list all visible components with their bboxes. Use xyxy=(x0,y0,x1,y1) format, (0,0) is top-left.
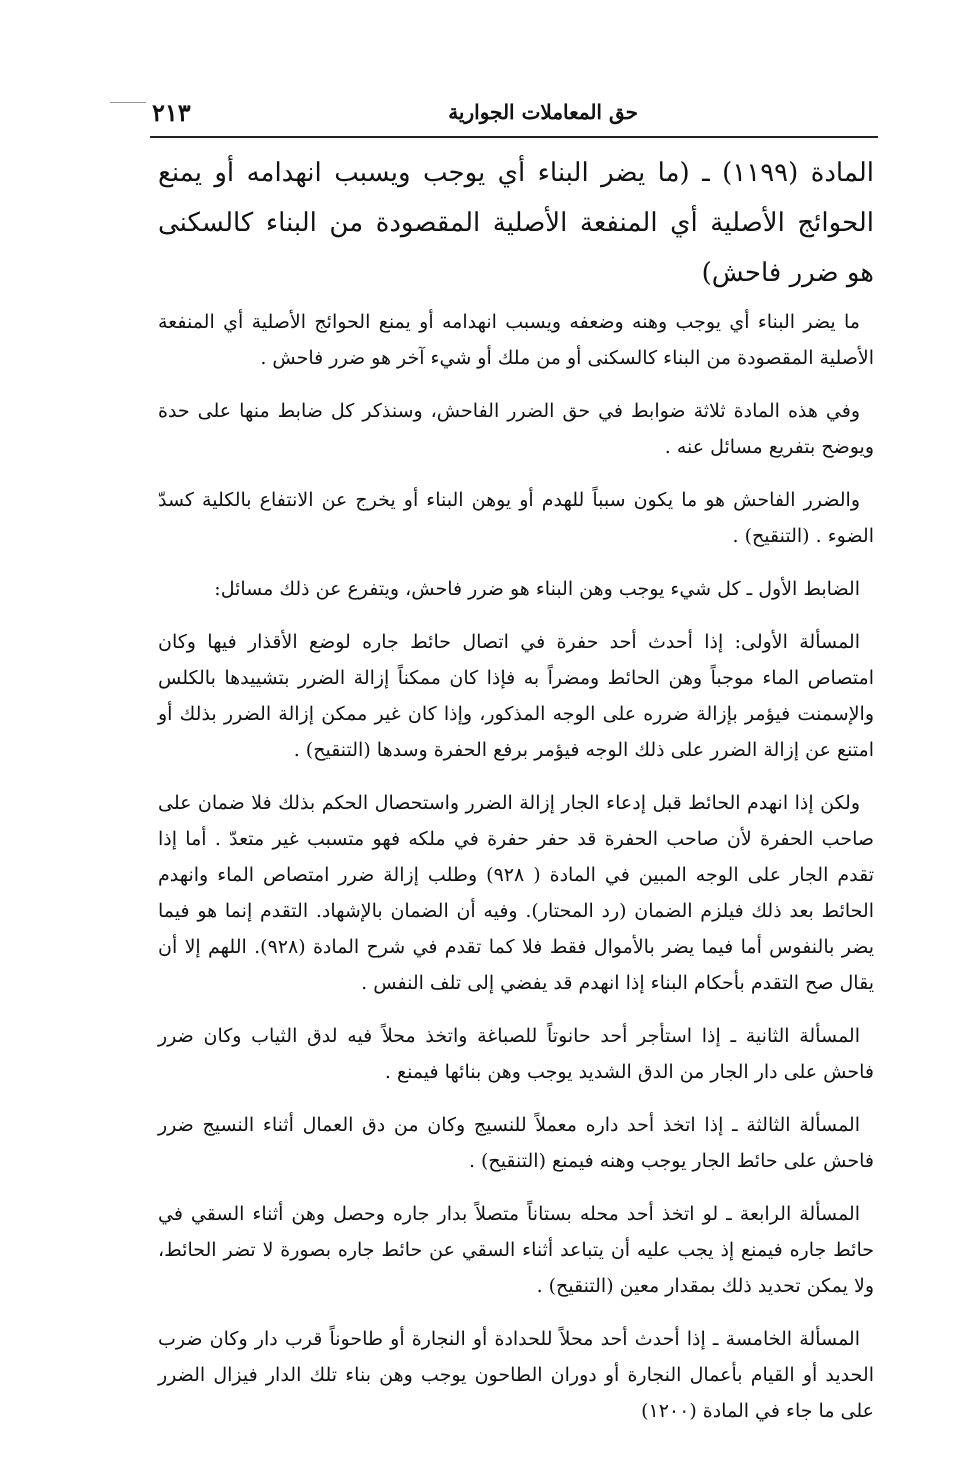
paragraph: وفي هذه المادة ثلاثة ضوابط في حق الضرر الفاحش، وسنذكر كل ضابط منها على حدة ويوضح بتفريع مسائل عنه . xyxy=(158,400,874,458)
paragraph: ما يضر البناء أي يوجب وهنه وضعفه ويسبب انهدامه أو يمنع الحوائج الأصلية أي المنفعة الأصلية المقصودة من البناء كالسكنى أو من ملك أو شيء آخر هو ضرر فاحش . xyxy=(158,311,874,369)
paragraph: المسألة الأولى: إذا أحدث أحد حفرة في اتصال حائط جاره لوضع الأقذار فيها وكان امتصاص الماء موجباً وهن الحائط ومضراً به فإذا كان ممكناً إزالة الضرر بتشييدها بالكلس والإسمنت فيؤمر بإزالة ضرره على الوجه المذكور، وإذا كان غير ممكن إزالة الضرر بذلك أو امتنع عن إزالة الضرر على ذلك الوجه فيؤمر برفع الحفرة وسدها (التنقيح) . xyxy=(158,631,874,761)
paragraph: ولكن إذا انهدم الحائط قبل إدعاء الجار إزالة الضرر واستحصال الحكم بذلك فلا ضمان على صاحب الحفرة لأن صاحب الحفرة قد حفر حفرة في ملكه فهو متسبب غير متعدّ . أما إذا تقدم الجار على الوجه المبين في المادة ( ٩٢٨) وطلب إزالة ضرر امتصاص الماء وانهدم الحائط بعد ذلك فيلزم الضمان (رد المحتار). وفيه أن الضمان بالإشهاد. التقدم إنما هو فيما يضر بالنفوس أما فيما يضر بالأموال فقط فلا كما تقدم في شرح المادة (٩٢٨). اللهم إلا أن يقال صح التقدم بأحكام البناء إذا انهدم قد يفضي إلى تلف النفس . xyxy=(158,792,874,994)
page-number: ٢١٣ xyxy=(152,98,191,127)
chapter-title: حق المعاملات الجوارية xyxy=(448,100,638,124)
paragraph: والضرر الفاحش هو ما يكون سبباً للهدم أو يوهن البناء أو يخرج عن الانتفاع بالكلية كسدّ الضوء . (التنقيح) . xyxy=(158,489,874,547)
paragraph: المسألة الرابعة ـ لو اتخذ أحد محله بستاناً متصلاً بدار جاره وحصل وهن أثناء السقي في حائط جاره فيمنع إذ يجب عليه أن يتباعد أثناء السقي عن حائط جاره بصورة لا تضر الحائط، ولا يمكن تحديد ذلك بمقدار معين (التنقيح) . xyxy=(158,1203,874,1297)
article-heading: المادة (١١٩٩) ـ (ما يضر البناء أي يوجب ويسبب انهدامه أو يمنع الحوائج الأصلية أي المنفعة الأصلية المقصودة من البناء كالسكنى هو ضرر فاحش) xyxy=(158,158,874,288)
header-divider xyxy=(150,136,878,138)
paragraph: المسألة الخامسة ـ إذا أحدث أحد محلاً للحدادة أو النجارة أو طاحوناً قرب دار وكان ضرب الحديد أو القيام بأعمال النجارة أو دوران الطاحون يوجب وهن بناء تلك الدار فيزال الضرر على ما جاء في المادة (١٢٠٠) xyxy=(158,1328,874,1422)
running-header xyxy=(150,96,878,136)
page-corner-mark xyxy=(110,102,146,103)
paragraph: المسألة الثانية ـ إذا استأجر أحد حانوتاً للصباغة واتخذ محلاً فيه لدق الثياب وكان ضرر فاحش على دار الجار من الدق الشديد يوجب وهن بنائها فيمنع . xyxy=(158,1025,874,1083)
paragraph: المسألة الثالثة ـ إذا اتخذ أحد داره معملاً للنسيج وكان من دق العمال أثناء النسيج ضرر فاحش على حائط الجار يوجب وهنه فيمنع (التنقيح) . xyxy=(158,1114,874,1172)
page-body xyxy=(158,148,874,1446)
paragraph: الضابط الأول ـ كل شيء يوجب وهن البناء هو ضرر فاحش، ويتفرع عن ذلك مسائل: xyxy=(214,578,860,600)
